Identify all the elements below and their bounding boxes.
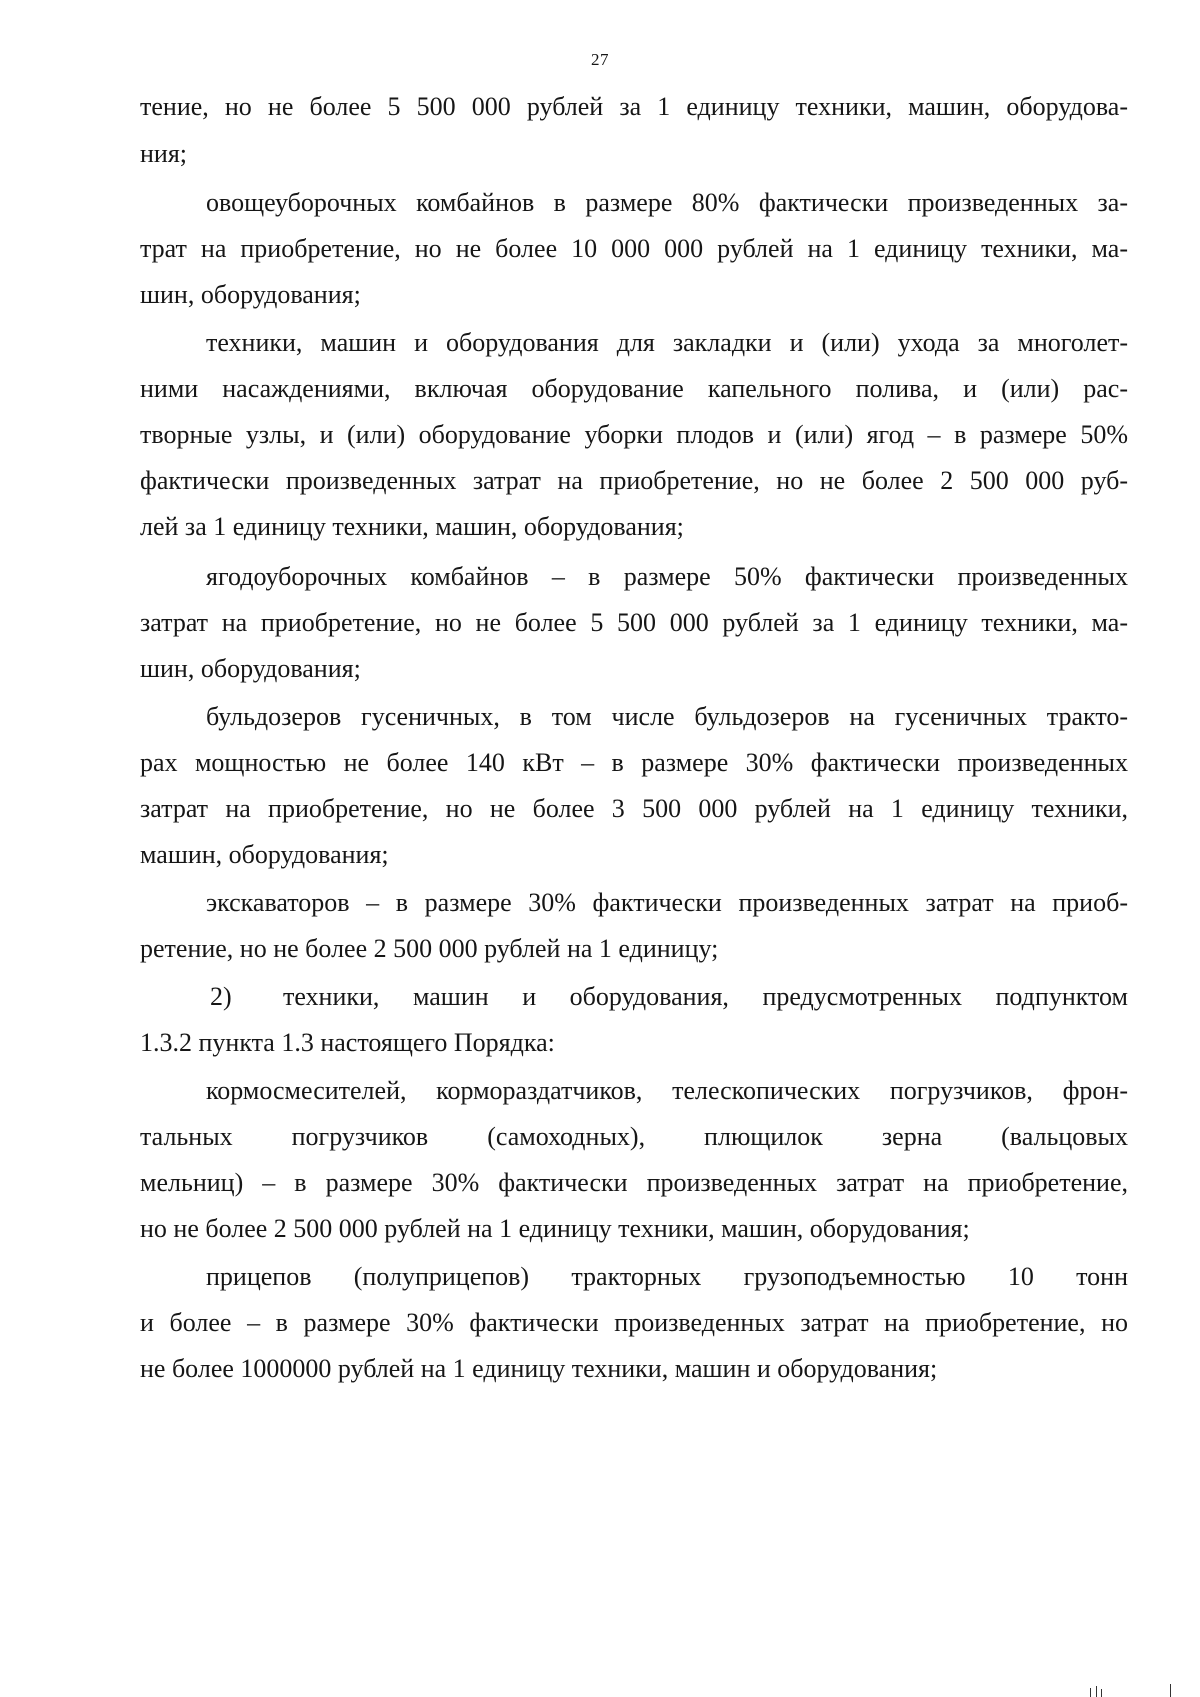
text-line: ними насаждениями, включая оборудование капельного полива, и (или) рас- <box>140 374 1128 403</box>
text-line: фактически произведенных затрат на приобретение, но не более 2 500 000 руб- <box>140 466 1128 495</box>
text-line: и более – в размере 30% фактически произведенных затрат на приобретение, но <box>140 1308 1128 1337</box>
text-line: ягодоуборочных комбайнов – в размере 50% фактически произведенных <box>206 562 1128 591</box>
text-line: экскаваторов – в размере 30% фактически произведенных затрат на приоб- <box>206 888 1128 917</box>
text-line: трат на приобретение, но не более 10 000 000 рублей на 1 единицу техники, ма- <box>140 234 1128 263</box>
text-line: ния; <box>140 139 188 168</box>
text-line: бульдозеров гусеничных, в том числе бульдозеров на гусеничных тракто- <box>206 702 1128 731</box>
text-line: машин, оборудования; <box>140 840 389 869</box>
text-line: 1.3.2 пункта 1.3 настоящего Порядка: <box>140 1028 555 1057</box>
text-line: тальных погрузчиков (самоходных), плющилок зерна (вальцовых <box>140 1122 1128 1151</box>
text-line: затрат на приобретение, но не более 5 500 000 рублей за 1 единицу техники, ма- <box>140 608 1128 637</box>
text-line: тение, но не более 5 500 000 рублей за 1 единицу техники, машин, оборудова- <box>140 92 1128 121</box>
text-line: лей за 1 единицу техники, машин, оборудования; <box>140 512 684 541</box>
text-line: затрат на приобретение, но не более 3 500 000 рублей на 1 единицу техники, <box>140 794 1128 823</box>
text-line: шин, оборудования; <box>140 280 361 309</box>
text-line: творные узлы, и (или) оборудование уборки плодов и (или) ягод – в размере 50% <box>140 420 1128 449</box>
text-line: техники, машин и оборудования, предусмотренных подпунктом <box>283 982 1128 1011</box>
page-number: 27 <box>591 50 609 69</box>
text-line: шин, оборудования; <box>140 654 361 683</box>
text-line: не более 1000000 рублей на 1 единицу техники, машин и оборудования; <box>140 1354 938 1383</box>
scan-artifact-mark <box>1170 1684 1171 1697</box>
text-line: но не более 2 500 000 рублей на 1 единицу техники, машин, оборудования; <box>140 1214 970 1243</box>
scan-artifact-mark <box>1090 1688 1091 1697</box>
scan-artifact-mark <box>1096 1686 1097 1697</box>
text-line: мельниц) – в размере 30% фактически произведенных затрат на приобретение, <box>140 1168 1128 1197</box>
text-line: ретение, но не более 2 500 000 рублей на 1 единицу; <box>140 934 719 963</box>
text-line: техники, машин и оборудования для закладки и (или) ухода за многолет- <box>206 328 1128 357</box>
list-number: 2) <box>210 982 232 1011</box>
text-line: овощеуборочных комбайнов в размере 80% фактически произведенных за- <box>206 188 1128 217</box>
scan-artifact-mark <box>1101 1689 1102 1697</box>
text-line: кормосмесителей, кормораздатчиков, телескопических погрузчиков, фрон- <box>206 1076 1128 1105</box>
text-line: прицепов (полуприцепов) тракторных грузоподъемностью 10 тонн <box>206 1262 1128 1291</box>
text-line: рах мощностью не более 140 кВт – в размере 30% фактически произведенных <box>140 748 1128 777</box>
